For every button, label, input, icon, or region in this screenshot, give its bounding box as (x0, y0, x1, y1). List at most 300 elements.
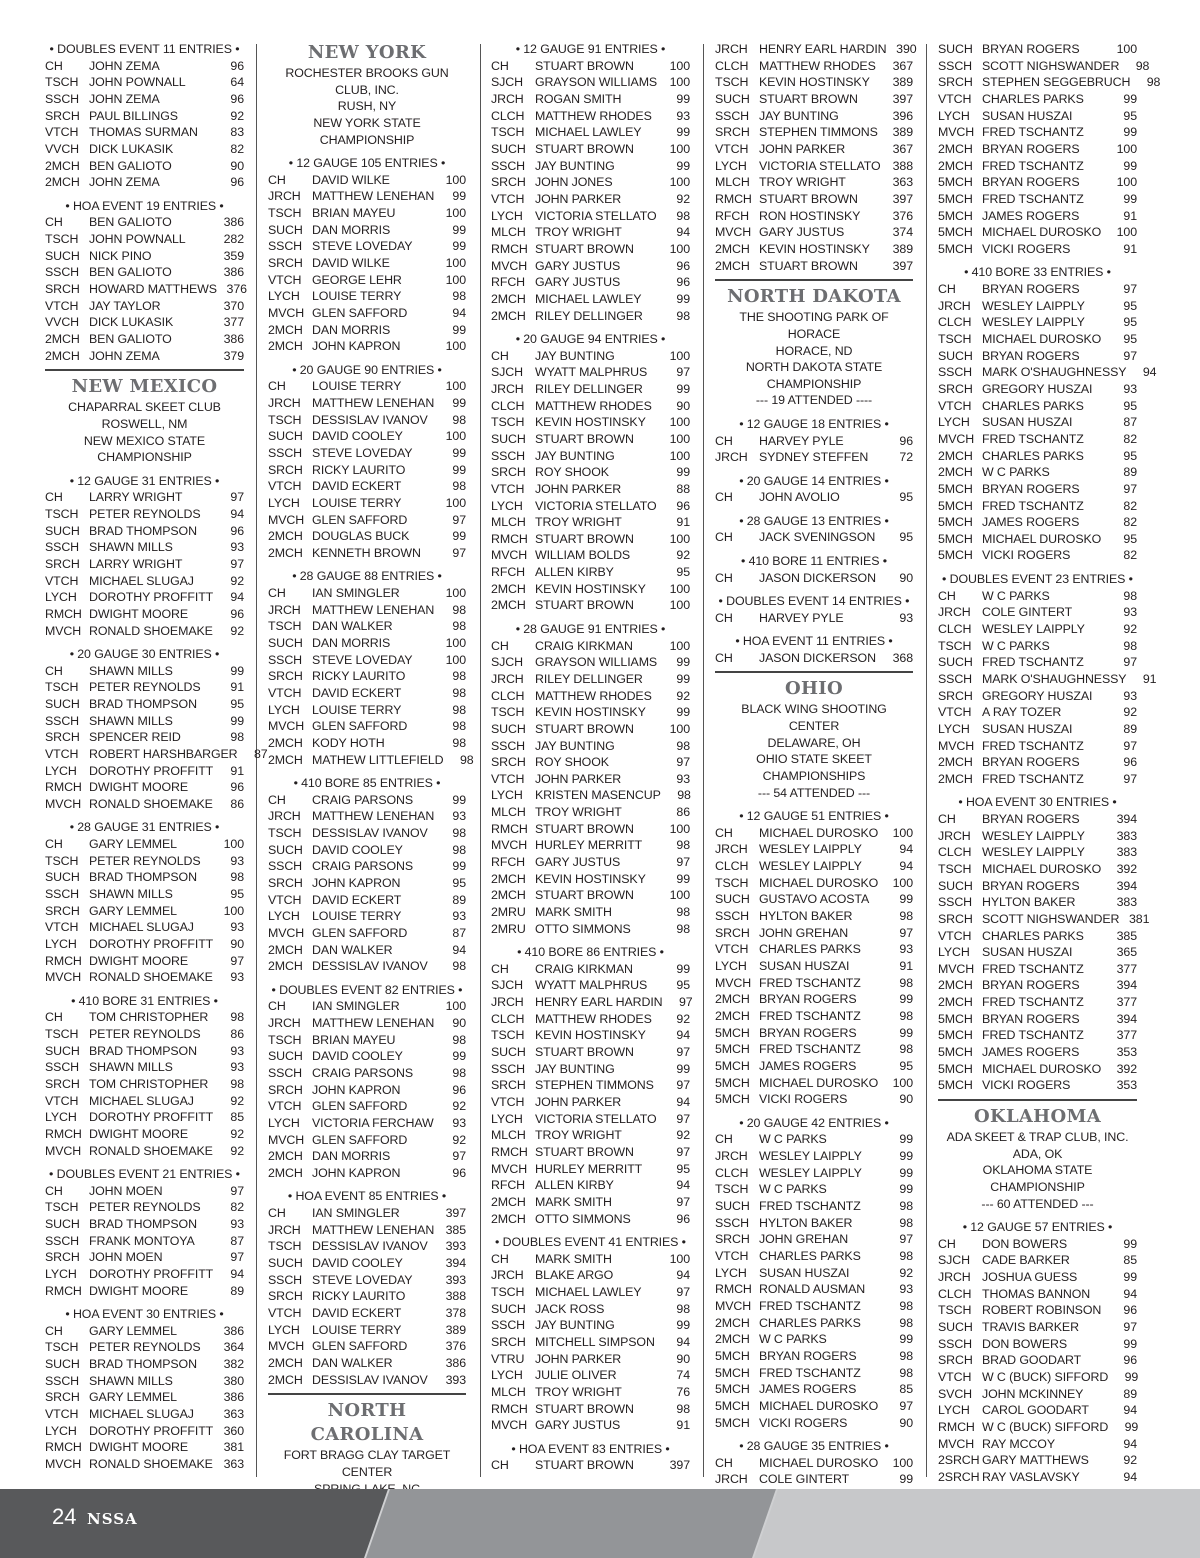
result-row (491, 671, 690, 688)
class-code: CH (268, 586, 286, 601)
event-header: • DOUBLES EVENT 14 ENTRIES • (718, 594, 910, 609)
shooter-name: JOHN MOEN (89, 1183, 163, 1198)
class-code: VTCH (268, 892, 302, 907)
event-header: • 28 GAUGE 91 ENTRIES • (515, 621, 666, 636)
result-row (45, 606, 244, 623)
result-row (45, 539, 244, 556)
score: 98 (676, 838, 690, 853)
result-row (268, 272, 466, 289)
class-code: CH (715, 1132, 733, 1147)
score: 382 (223, 1357, 244, 1372)
result-row (715, 1198, 913, 1215)
club-info-line: BLACK WING SHOOTING CENTER (741, 702, 887, 734)
score: 94 (899, 842, 913, 857)
shooter-name: BRYAN ROGERS (982, 481, 1080, 496)
result-row (491, 124, 690, 141)
class-code: 5MCH (715, 1398, 750, 1413)
result-row (938, 364, 1157, 381)
score: 100 (1116, 225, 1137, 240)
result-row (938, 961, 1137, 978)
footer-light-band (754, 1489, 1200, 1558)
score: 91 (1123, 241, 1137, 256)
class-code: 2MCH (268, 1149, 303, 1164)
club-info-line: --- 19 ATTENDED ---- (755, 393, 873, 408)
shooter-name: PETER REYNOLDS (89, 1340, 201, 1355)
section-gap (491, 324, 690, 331)
shooter-name: MATTHEW LENEHAN (312, 809, 435, 824)
shooter-name: BRAD GOODART (982, 1353, 1082, 1368)
result-row (45, 298, 244, 315)
event-header: • 12 GAUGE 18 ENTRIES • (739, 416, 889, 431)
shooter-name: JOHN PARKER (535, 191, 622, 206)
class-code: VTCH (938, 928, 972, 943)
score: 100 (892, 825, 913, 840)
shooter-name: DWIGHT MOORE (89, 1127, 189, 1142)
result-row (45, 903, 244, 920)
class-code: MLCH (715, 175, 750, 190)
event-header: • 12 GAUGE 57 ENTRIES • (962, 1220, 1113, 1235)
result-row (938, 514, 1137, 531)
class-code: MVCH (45, 623, 82, 638)
event-header: • HOA EVENT 30 ENTRIES • (65, 1307, 224, 1322)
shooter-name: KEVIN HOSTINSKY (759, 241, 870, 256)
class-code: VTRU (491, 1351, 525, 1366)
shooter-name: DON BOWERS (982, 1236, 1068, 1251)
shooter-name: JOHN POWNALL (89, 75, 186, 90)
score: 94 (1123, 1470, 1137, 1484)
score: 94 (230, 1267, 244, 1282)
class-code: SSCH (45, 713, 80, 728)
class-code: LYCH (938, 108, 970, 123)
shooter-name: CHARLES PARKS (982, 398, 1084, 413)
result-row (938, 1419, 1137, 1436)
result-row (491, 58, 690, 75)
shooter-name: GARY JUSTUS (535, 275, 621, 290)
shooter-name: GARY LEMMEL (89, 903, 177, 918)
result-row (715, 1215, 913, 1232)
event-header: • 410 BORE 85 ENTRIES • (293, 776, 441, 791)
shooter-name: VICTORIA FERCHAW (312, 1116, 434, 1131)
score: 88 (676, 481, 690, 496)
score: 96 (230, 58, 244, 73)
shooter-name: JAY BUNTING (535, 1061, 615, 1076)
class-code: 2MRU (491, 921, 526, 936)
shooter-name: MICHAEL LAWLEY (535, 1285, 642, 1300)
class-code: CH (45, 1010, 63, 1025)
class-code: TSCH (45, 1027, 79, 1042)
nssa-logo: NSSA (87, 1510, 138, 1528)
shooter-name: RONALD SHOEMAKE (89, 970, 213, 985)
class-code: MVCH (268, 719, 305, 734)
shooter-name: HYLTON BAKER (759, 909, 853, 924)
class-code: SUCH (491, 431, 526, 446)
event-header: • 20 GAUGE 90 ENTRIES • (292, 362, 442, 377)
score: 94 (230, 507, 244, 521)
score: 82 (230, 141, 244, 156)
result-row (715, 1008, 913, 1025)
score: 388 (892, 158, 913, 173)
score: 363 (892, 175, 913, 190)
score: 92 (452, 1132, 466, 1147)
class-code: SRCH (268, 1289, 303, 1304)
score: 98 (676, 1401, 690, 1416)
shooter-name: FRED TSCHANTZ (759, 1042, 861, 1057)
result-row (938, 191, 1137, 208)
score: 99 (899, 992, 913, 1007)
class-code: SRCH (938, 1353, 973, 1368)
result-row (715, 449, 913, 466)
score: 386 (223, 215, 244, 230)
score: 98 (676, 905, 690, 920)
class-code: 5MCH (938, 1061, 973, 1076)
result-row (45, 1423, 244, 1440)
class-code: JRCH (715, 450, 748, 465)
class-code: LYCH (45, 1110, 77, 1125)
result-row (491, 787, 690, 804)
class-code: SRCH (268, 876, 303, 891)
event-header: • 410 BORE 11 ENTRIES • (741, 553, 887, 568)
shooter-name: RILEY DELLINGER (535, 381, 643, 396)
shooter-name: BRAD THOMPSON (89, 697, 197, 712)
score: 98 (899, 1249, 913, 1264)
class-code: 5MCH (715, 1025, 750, 1040)
class-code: RMCH (45, 606, 82, 621)
class-code: VTCH (45, 1407, 79, 1422)
shooter-name: MARK SMITH (535, 905, 612, 920)
shooter-name: GLEN SAFFORD (312, 305, 408, 320)
score: 99 (1123, 91, 1137, 106)
class-code: LYCH (491, 1111, 523, 1126)
score: 92 (230, 108, 244, 123)
result-row (268, 1222, 466, 1239)
score: 100 (445, 652, 466, 667)
score: 97 (230, 490, 244, 505)
score: 97 (1123, 1320, 1137, 1335)
class-code: JRCH (268, 1016, 301, 1031)
shooter-name: TROY WRIGHT (535, 515, 622, 530)
result-row (45, 763, 244, 780)
score: 98 (452, 826, 466, 841)
shooter-name: HYLTON BAKER (982, 895, 1076, 910)
result-row (45, 506, 244, 523)
shooter-name: VICKI ROGERS (759, 1415, 848, 1430)
shooter-name: DAVID ECKERT (312, 1306, 402, 1321)
score: 389 (892, 241, 913, 256)
class-code: CH (45, 1323, 63, 1338)
shooter-name: FRED TSCHANTZ (982, 125, 1084, 140)
shooter-name: KENNETH BROWN (312, 545, 421, 560)
class-code: LYCH (45, 590, 77, 605)
result-row (45, 713, 244, 730)
result-row (938, 894, 1137, 911)
result-row (268, 1338, 466, 1355)
score: 96 (676, 258, 690, 273)
shooter-name: JAMES ROGERS (982, 515, 1080, 530)
result-row (938, 638, 1137, 655)
class-code: CH (715, 570, 733, 585)
result-row (268, 602, 466, 619)
score: 98 (676, 738, 690, 753)
class-code: RFCH (491, 275, 526, 290)
score: 394 (1116, 1011, 1137, 1026)
result-row (45, 729, 244, 746)
shooter-name: GREGORY HUSZAI (982, 381, 1093, 396)
result-row (268, 1148, 466, 1165)
result-row (268, 462, 466, 479)
result-row (491, 721, 690, 738)
class-code: 2MCH (491, 581, 526, 596)
result-row (268, 428, 466, 445)
score: 99 (676, 91, 690, 106)
score: 98 (452, 1032, 466, 1047)
shooter-name: TROY WRIGHT (535, 225, 622, 240)
shooter-name: GEORGE LEHR (312, 272, 402, 287)
score: 99 (1123, 1336, 1137, 1351)
class-code: SRCH (45, 108, 80, 123)
shooter-name: IAN SMINGLER (312, 586, 400, 601)
shooter-name: STUART BROWN (759, 191, 858, 206)
score: 93 (899, 610, 913, 625)
score: 390 (896, 42, 917, 56)
event-header: • 28 GAUGE 88 ENTRIES • (292, 569, 442, 584)
score: 98 (899, 1042, 913, 1057)
shooter-name: CRAIG PARSONS (312, 792, 414, 807)
score: 97 (1123, 738, 1137, 753)
score: 99 (676, 125, 690, 140)
shooter-name: TOM CHRISTOPHER (89, 1010, 209, 1025)
score: 98 (452, 686, 466, 701)
score: 397 (445, 1206, 466, 1221)
shooter-name: A RAY TOZER (982, 705, 1062, 720)
score: 95 (1123, 298, 1137, 313)
shooter-name: VICKI ROGERS (982, 1078, 1071, 1093)
score: 94 (676, 1028, 690, 1043)
class-code: SSCH (491, 738, 526, 753)
shooter-name: W C PARKS (759, 1132, 827, 1147)
score: 99 (899, 1165, 913, 1180)
class-code: SRCH (45, 903, 80, 918)
score: 394 (445, 1256, 466, 1271)
result-row (491, 597, 690, 614)
event-header: • 12 GAUGE 51 ENTRIES • (739, 809, 889, 824)
result-row (938, 994, 1137, 1011)
shooter-name: TROY WRIGHT (535, 805, 622, 820)
score: 92 (230, 1093, 244, 1108)
score: 95 (899, 490, 913, 505)
class-code: SSCH (45, 1373, 80, 1388)
class-code: MVCH (268, 305, 305, 320)
score: 93 (1123, 688, 1137, 703)
shooter-name: MATTHEW LENEHAN (312, 396, 435, 411)
score: 353 (1116, 1078, 1137, 1093)
shooter-name: VICTORIA STELLATO (759, 158, 881, 173)
shooter-name: MARK SMITH (535, 1195, 612, 1210)
score: 100 (669, 1251, 690, 1266)
class-code: LYCH (45, 937, 77, 951)
result-row (715, 191, 913, 208)
class-code: LYCH (268, 702, 300, 717)
class-code: CH (45, 1183, 63, 1198)
class-code: 5MCH (715, 1365, 750, 1380)
shooter-name: KEVIN HOSTINSKY (535, 581, 646, 596)
class-code: RMCH (491, 1145, 528, 1160)
shooter-name: BRYAN ROGERS (759, 1025, 857, 1040)
shooter-name: JACK SVENINGSON (759, 530, 876, 545)
score: 99 (1123, 1236, 1137, 1251)
result-row (938, 844, 1137, 861)
score: 99 (1124, 1370, 1139, 1385)
result-row (938, 531, 1137, 548)
result-row (715, 1131, 913, 1148)
shooter-name: IAN SMINGLER (312, 1206, 400, 1221)
shooter-name: STUART BROWN (759, 258, 858, 273)
result-row (491, 994, 693, 1011)
score: 95 (676, 565, 690, 580)
score: 91 (676, 1418, 690, 1433)
result-row (715, 1471, 913, 1488)
score: 379 (223, 348, 244, 363)
class-code: RMCH (45, 1283, 82, 1298)
shooter-name: DESSISLAV IVANOV (312, 412, 428, 427)
class-code: CLCH (938, 845, 972, 860)
result-row (491, 688, 690, 705)
score: 92 (1123, 621, 1137, 636)
score: 92 (899, 1265, 913, 1280)
result-row (938, 414, 1137, 431)
score: 393 (445, 1239, 466, 1254)
result-row (938, 1469, 1137, 1486)
shooter-name: DAVID COOLEY (312, 1256, 403, 1271)
shooter-name: WESLEY LAIPPLY (759, 859, 862, 874)
shooter-name: CHARLES PARKS (982, 928, 1084, 943)
score: 100 (669, 58, 690, 73)
class-code: 5MCH (938, 175, 973, 190)
score: 99 (452, 189, 466, 204)
class-code: SRCH (491, 755, 526, 770)
class-code: CH (491, 961, 509, 976)
shooter-name: ROBERT HARSHBARGER (89, 746, 238, 761)
shooter-name: HENRY EARL HARDIN (535, 995, 663, 1010)
score: 92 (676, 191, 690, 206)
shooter-name: BRYAN ROGERS (759, 1348, 857, 1363)
score: 90 (899, 570, 913, 585)
shooter-name: HENRY EARL HARDIN (759, 42, 887, 56)
shooter-name: RONALD SHOEMAKE (89, 796, 213, 811)
shooter-name: RILEY DELLINGER (535, 671, 643, 686)
score: 94 (899, 859, 913, 874)
result-row (491, 738, 690, 755)
shooter-name: STUART BROWN (535, 531, 634, 546)
class-code: MVCH (45, 970, 82, 985)
class-code: SUCH (715, 1199, 750, 1214)
class-code: 2MCH (268, 529, 303, 544)
result-row (268, 1288, 466, 1305)
class-code: VVCH (45, 141, 80, 156)
score: 100 (892, 1455, 913, 1470)
class-code: SUCH (268, 1256, 303, 1271)
shooter-name: JOHN KAPRON (312, 339, 401, 354)
shooter-name: SUSAN HUSZAI (982, 721, 1073, 736)
shooter-name: STUART BROWN (535, 431, 634, 446)
result-row (938, 1011, 1137, 1028)
shooter-name: MICHAEL DUROSKO (982, 1061, 1102, 1076)
result-row (938, 58, 1150, 75)
shooter-name: THOMAS SURMAN (89, 125, 198, 140)
class-code: 2MCH (268, 735, 303, 750)
class-code: 2MCH (938, 465, 973, 480)
shooter-name: MICHAEL SLUGAJ (89, 1407, 194, 1422)
result-row (491, 291, 690, 308)
score: 360 (223, 1423, 244, 1438)
shooter-name: DWIGHT MOORE (89, 1440, 189, 1455)
class-code: RMCH (491, 531, 528, 546)
result-row (491, 481, 690, 498)
shooter-name: GLEN SAFFORD (312, 926, 408, 940)
result-row (938, 1402, 1137, 1419)
score: 92 (676, 1128, 690, 1143)
result-row (45, 248, 244, 265)
score: 94 (676, 1095, 690, 1110)
result-row (45, 1233, 244, 1250)
result-row (268, 205, 466, 222)
class-code: VVCH (45, 315, 80, 330)
shooter-name: VICKI ROGERS (982, 548, 1071, 563)
score: 91 (899, 959, 913, 974)
shooter-name: CHARLES PARKS (982, 91, 1084, 106)
class-code: CLCH (491, 108, 525, 123)
shooter-name: DAN WALKER (312, 1356, 393, 1370)
shooter-name: PETER REYNOLDS (89, 853, 201, 868)
result-row (938, 381, 1137, 398)
score: 95 (1123, 531, 1137, 546)
class-code: SRCH (715, 925, 750, 940)
shooter-name: GARY LEMMEL (89, 1323, 177, 1338)
result-row (491, 837, 690, 854)
score: 98 (676, 1301, 690, 1316)
score: 367 (892, 141, 913, 156)
shooter-name: GRAYSON WILLIAMS (535, 655, 658, 670)
shooter-name: TROY WRIGHT (759, 175, 846, 190)
class-code: VTCH (938, 705, 972, 720)
result-row (45, 746, 268, 763)
shooter-name: BRYAN ROGERS (982, 175, 1080, 190)
result-row (715, 1415, 913, 1432)
class-code: SUCH (45, 1043, 80, 1058)
shooter-name: MICHAEL DUROSKO (982, 331, 1102, 346)
shooter-name: KODY HOTH (312, 735, 385, 750)
score: 100 (892, 1075, 913, 1090)
class-code: MVCH (715, 1299, 752, 1313)
result-row (715, 1381, 913, 1398)
section-gap (938, 1212, 1137, 1219)
class-code: TSCH (491, 415, 525, 430)
shooter-name: WESLEY LAIPPLY (759, 1165, 862, 1180)
results-column (938, 41, 1161, 1484)
shooter-name: JAY BUNTING (535, 448, 615, 463)
shooter-name: BRAD THOMPSON (89, 1357, 197, 1372)
score: 82 (1123, 431, 1137, 446)
class-code: SSCH (268, 1272, 303, 1287)
result-row (938, 41, 1137, 58)
class-code: 2MCH (715, 258, 750, 273)
event-header: • 20 GAUGE 14 ENTRIES • (739, 473, 889, 488)
result-row (268, 445, 466, 462)
shooter-name: GARY JUSTUS (535, 855, 621, 870)
class-code: CLCH (491, 398, 525, 413)
shooter-name: MICHAEL LAWLEY (535, 291, 642, 306)
class-code: SUCH (45, 697, 80, 712)
state-name: NEW MEXICO (71, 376, 218, 398)
